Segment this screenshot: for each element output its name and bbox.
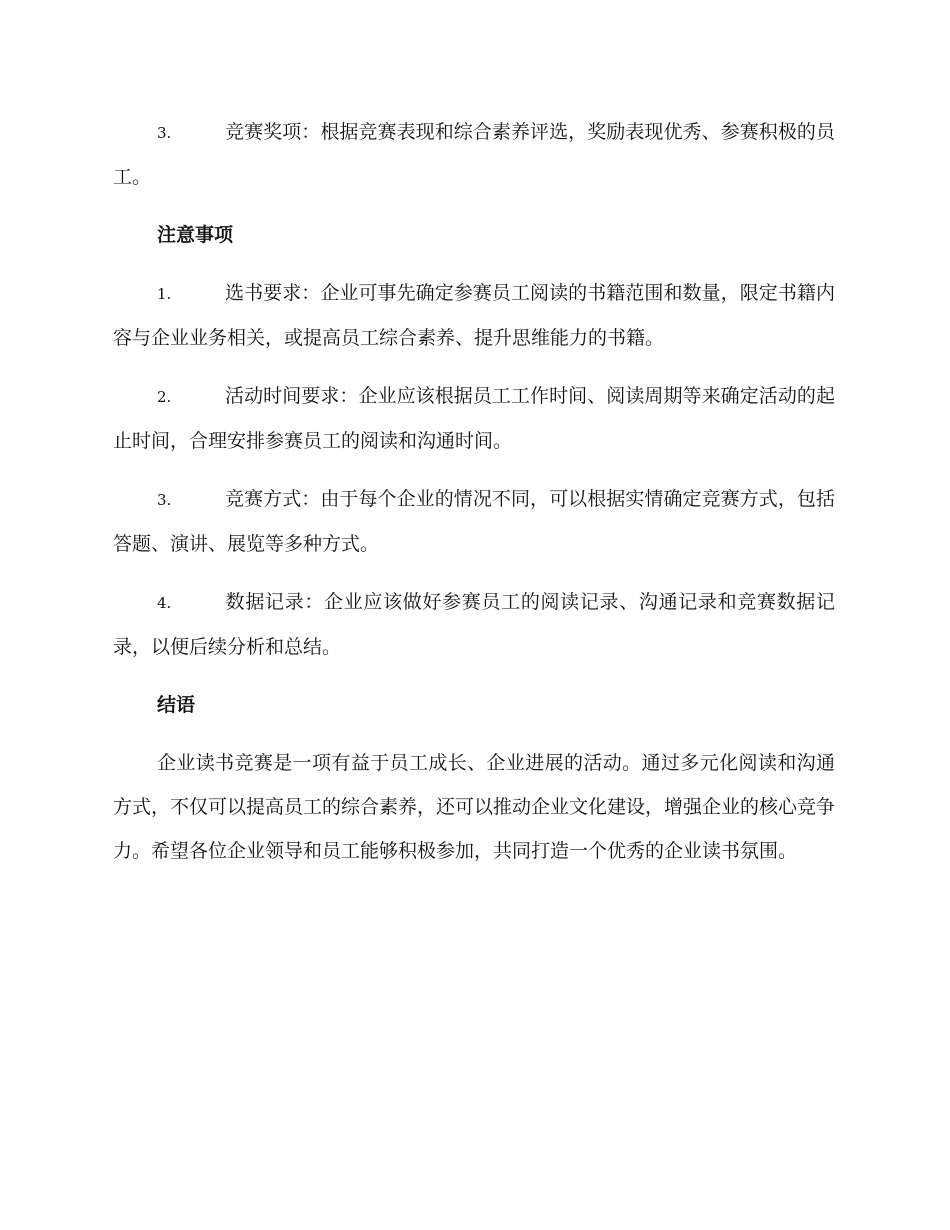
list-item-text: 竞赛方式：由于每个企业的情况不同，可以根据实情确定竞赛方式，包括答题、演讲、展览等多种方式。 — [113, 488, 835, 555]
list-item — [113, 271, 835, 360]
list-item — [113, 477, 835, 566]
list-item-text: 竞赛奖项：根据竞赛表现和综合素养评选，奖励表现优秀、参赛积极的员工。 — [113, 121, 835, 188]
list-item-number: 2. — [157, 388, 172, 406]
conclusion-paragraph: 企业读书竞赛是一项有益于员工成长、企业进展的活动。通过多元化阅读和沟通方式，不仅可以提高员工的综合素养，还可以推动企业文化建设，增强企业的核心竞争力。希望各位企业领导和员工能够积极参加，共同打造一个优秀的企业读书氛围。 — [113, 752, 836, 862]
list-item — [113, 580, 835, 669]
list-item-text: 选书要求：企业可事先确定参赛员工阅读的书籍范围和数量，限定书籍内容与企业业务相关，或提高员工综合素养、提升思维能力的书籍。 — [113, 282, 835, 349]
list-item-text: 数据记录：企业应该做好参赛员工的阅读记录、沟通记录和竞赛数据记录，以便后续分析和总结。 — [113, 591, 835, 658]
list-item-number: 3. — [157, 124, 172, 142]
section-heading-conclusion: 结语 — [157, 694, 196, 716]
list-item-text: 活动时间要求：企业应该根据员工工作时间、阅读周期等来确定活动的起止时间，合理安排参赛员工的阅读和沟通时间。 — [113, 385, 835, 452]
list-item — [113, 374, 835, 463]
section-heading-notes: 注意事项 — [157, 224, 234, 246]
list-item-number: 3. — [157, 491, 172, 509]
list-item-number: 1. — [157, 285, 172, 303]
list-item-number: 4. — [157, 594, 172, 612]
list-item — [113, 110, 835, 199]
document-body — [113, 110, 835, 873]
